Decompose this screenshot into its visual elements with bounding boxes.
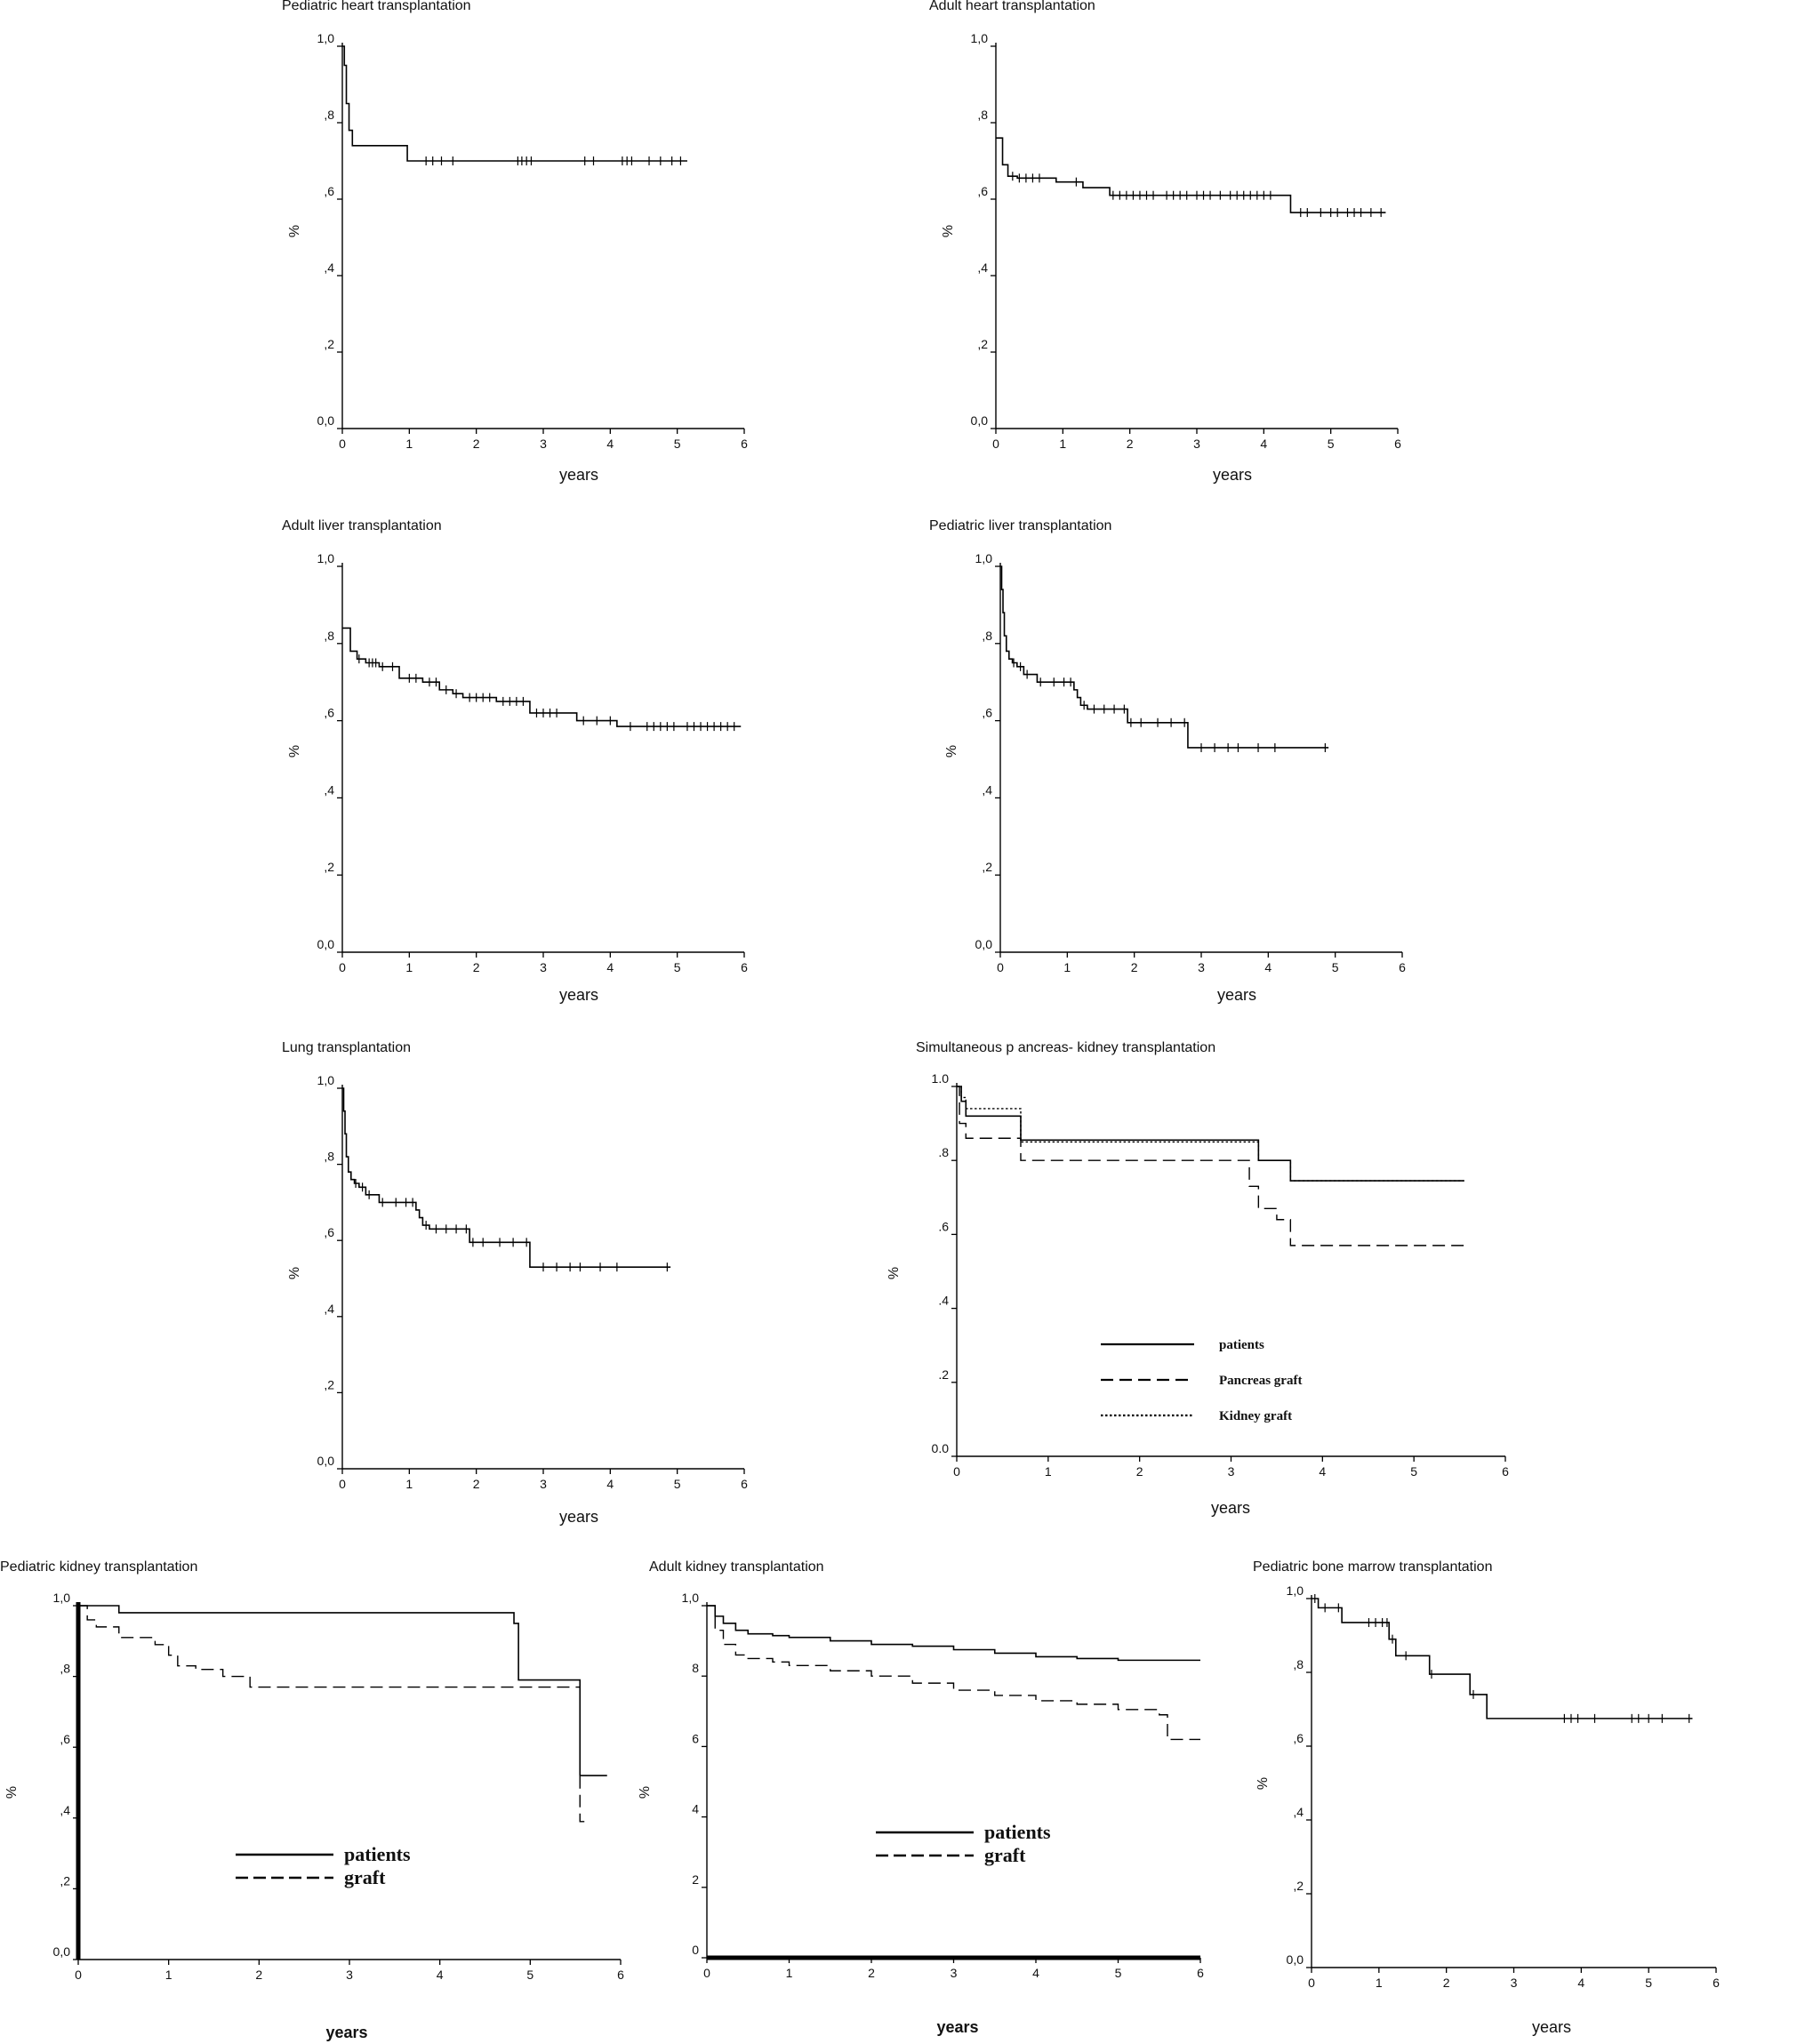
chart-panel-pediatric-heart (267, 0, 836, 498)
series-line-survival (342, 46, 687, 161)
y-tick-label: ,2 (324, 860, 334, 875)
y-tick-label: 1,0 (317, 31, 334, 45)
y-tick-label: 2 (692, 1872, 699, 1887)
x-tick-label: 5 (673, 960, 681, 974)
y-axis-label: % (886, 1266, 902, 1280)
chart-panel-adult-kidney (640, 1561, 1227, 2044)
y-tick-label: ,2 (982, 860, 992, 875)
x-tick-label: 0 (339, 960, 346, 974)
x-tick-label: 4 (436, 1968, 444, 1982)
x-tick-label: 5 (526, 1968, 534, 1982)
y-tick-label: ,4 (324, 782, 334, 798)
y-tick-label: ,6 (1293, 1731, 1304, 1745)
chart-panel-pediatric-bone-marrow (1231, 1561, 1797, 2044)
km-plot-lung (267, 1042, 836, 1540)
x-tick-label: 5 (673, 1477, 681, 1491)
y-tick-label: .8 (938, 1145, 949, 1160)
y-tick-label: 1,0 (317, 1073, 334, 1087)
y-tick-label: 8 (692, 1661, 699, 1676)
chart-panel-adult-heart (920, 0, 1489, 498)
x-tick-label: 4 (606, 437, 614, 451)
y-tick-label: 1.0 (931, 1071, 949, 1086)
legend-label: patients (344, 1843, 411, 1865)
y-axis-label: % (638, 1785, 653, 1800)
series-line-survival (1000, 566, 1328, 748)
x-tick-label: 3 (1198, 960, 1205, 974)
km-plot-pancreas-kidney (886, 1042, 1529, 1540)
chart-title: Lung transplantation (282, 1040, 411, 1055)
x-tick-label: 6 (1197, 1966, 1204, 1980)
x-tick-label: 2 (1442, 1976, 1450, 1990)
km-plot-adult-heart (920, 0, 1489, 498)
y-tick-label: 0,0 (317, 937, 334, 951)
y-tick-label: ,6 (977, 184, 988, 198)
y-tick-label: 0,0 (975, 937, 992, 951)
y-tick-label: 1,0 (681, 1591, 699, 1605)
y-tick-label: ,4 (60, 1802, 70, 1817)
x-tick-label: 5 (673, 437, 681, 451)
chart-title: Pediatric kidney transplantation (0, 1559, 198, 1575)
chart-title: Adult liver transplantation (282, 518, 442, 533)
y-tick-label: ,2 (1293, 1879, 1304, 1893)
x-axis-label: years (1216, 986, 1257, 1004)
x-tick-label: 2 (472, 437, 480, 451)
y-tick-label: ,8 (977, 108, 988, 122)
legend-label: graft (344, 1866, 386, 1888)
y-tick-label: ,4 (324, 1301, 334, 1316)
y-tick-label: ,2 (60, 1873, 70, 1888)
x-tick-label: 6 (741, 437, 748, 451)
chart-title: Pediatric bone marrow transplantation (1253, 1559, 1493, 1575)
y-tick-label: ,2 (324, 337, 334, 351)
legend-label: graft (984, 1844, 1026, 1866)
y-tick-label: 0,0 (317, 1454, 334, 1468)
x-tick-label: 6 (741, 1477, 748, 1491)
y-tick-label: 0,0 (1286, 1952, 1304, 1967)
x-tick-label: 1 (405, 437, 413, 451)
x-tick-label: 3 (1227, 1464, 1235, 1479)
x-tick-label: 1 (1044, 1464, 1052, 1479)
series-line-patients (707, 1606, 1200, 1660)
x-tick-label: 6 (1713, 1976, 1720, 1990)
x-tick-label: 2 (868, 1966, 875, 1980)
y-tick-label: ,8 (982, 628, 992, 643)
x-tick-label: 3 (346, 1968, 353, 1982)
x-tick-label: 0 (75, 1968, 82, 1982)
series-line-survival (1312, 1599, 1692, 1719)
y-tick-label: 1,0 (1286, 1583, 1304, 1598)
series-line-survival (996, 138, 1385, 212)
y-tick-label: .4 (938, 1293, 949, 1308)
km-plot-pediatric-liver (920, 520, 1489, 1018)
chart-title: Pediatric liver transplantation (929, 518, 1112, 533)
y-tick-label: 0 (692, 1943, 699, 1957)
x-axis-label: years (1531, 2018, 1572, 2036)
x-tick-label: 0 (1308, 1976, 1315, 1990)
x-tick-label: 2 (1135, 1464, 1143, 1479)
x-tick-label: 4 (606, 1477, 614, 1491)
x-tick-label: 5 (1327, 437, 1335, 451)
legend-label: patients (984, 1821, 1051, 1843)
x-tick-label: 2 (472, 1477, 480, 1491)
y-axis-label: % (941, 224, 956, 238)
x-axis-label: years (558, 986, 599, 1004)
x-tick-label: 4 (1264, 960, 1272, 974)
x-tick-label: 1 (164, 1968, 172, 1982)
x-axis-label: years (1212, 466, 1253, 484)
y-tick-label: ,6 (324, 184, 334, 198)
y-tick-label: ,8 (1293, 1657, 1304, 1671)
y-tick-label: ,6 (324, 1225, 334, 1240)
y-axis-label: % (944, 744, 959, 758)
x-tick-label: 5 (1645, 1976, 1653, 1990)
x-tick-label: 3 (1193, 437, 1200, 451)
y-tick-label: ,8 (324, 628, 334, 643)
y-axis-label: % (287, 744, 302, 758)
x-tick-label: 4 (1577, 1976, 1585, 1990)
x-axis-label: years (325, 2024, 368, 2041)
x-tick-label: 6 (1502, 1464, 1509, 1479)
y-tick-label: ,4 (324, 261, 334, 275)
chart-title: Simultaneous p ancreas- kidney transplantation (916, 1040, 1216, 1055)
x-tick-label: 1 (1375, 1976, 1383, 1990)
y-tick-label: 1,0 (52, 1591, 70, 1605)
chart-panel-pediatric-liver (920, 520, 1489, 1018)
x-tick-label: 3 (540, 960, 547, 974)
y-tick-label: ,4 (1293, 1805, 1304, 1819)
x-axis-label: years (1210, 1499, 1251, 1517)
y-tick-label: .6 (938, 1219, 949, 1234)
y-tick-label: 0,0 (970, 413, 988, 428)
x-tick-label: 1 (405, 960, 413, 974)
chart-title: Pediatric heart transplantation (282, 0, 471, 13)
legend-label: patients (1219, 1338, 1264, 1352)
km-plot-adult-liver (267, 520, 836, 1018)
y-tick-label: ,6 (982, 705, 992, 720)
series-line-pancreas-graft (957, 1086, 1464, 1246)
x-tick-label: 2 (472, 960, 480, 974)
x-tick-label: 5 (1331, 960, 1339, 974)
x-tick-label: 0 (997, 960, 1004, 974)
y-tick-label: ,6 (60, 1732, 70, 1747)
y-tick-label: ,8 (324, 1149, 334, 1164)
y-tick-label: 0,0 (52, 1944, 70, 1959)
legend-label: Pancreas graft (1219, 1374, 1303, 1388)
x-tick-label: 0 (339, 437, 346, 451)
x-tick-label: 2 (255, 1968, 263, 1982)
y-tick-label: 1,0 (975, 551, 992, 565)
chart-title: Adult heart transplantation (929, 0, 1095, 13)
chart-panel-pancreas-kidney (886, 1040, 1529, 1540)
series-line-survival (342, 628, 741, 726)
y-tick-label: 1,0 (317, 551, 334, 565)
x-tick-label: 4 (1319, 1464, 1327, 1479)
x-tick-label: 2 (1130, 960, 1138, 974)
km-plot-pediatric-kidney (0, 1561, 640, 2044)
legend-label: Kidney graft (1219, 1409, 1293, 1423)
y-tick-label: ,4 (977, 261, 988, 275)
y-tick-label: 0,0 (317, 413, 334, 428)
series-line-survival (342, 1088, 670, 1267)
y-tick-label: ,6 (324, 705, 334, 720)
x-tick-label: 4 (1032, 1966, 1039, 1980)
y-tick-label: ,2 (977, 337, 988, 351)
x-tick-label: 0 (953, 1464, 960, 1479)
x-tick-label: 4 (606, 960, 614, 974)
chart-panel-adult-liver (267, 520, 836, 1018)
series-line-patients (957, 1086, 1464, 1181)
x-tick-label: 0 (339, 1477, 346, 1491)
x-tick-label: 3 (950, 1966, 958, 1980)
y-tick-label: .2 (938, 1367, 949, 1382)
y-axis-label: % (4, 1785, 20, 1800)
chart-panel-pediatric-kidney (0, 1561, 640, 2044)
y-tick-label: ,4 (982, 782, 992, 798)
x-axis-label: years (558, 1508, 599, 1526)
y-tick-label: ,8 (324, 108, 334, 122)
km-plot-adult-kidney (640, 1561, 1227, 2044)
y-axis-label: % (1255, 1776, 1271, 1791)
y-axis-label: % (287, 1266, 302, 1280)
y-tick-label: 6 (692, 1731, 699, 1746)
y-tick-label: 4 (692, 1801, 699, 1816)
y-tick-label: ,2 (324, 1377, 334, 1392)
x-axis-label: years (558, 466, 599, 484)
x-tick-label: 0 (992, 437, 999, 451)
chart-title: Adult kidney transplantation (649, 1559, 824, 1575)
x-tick-label: 6 (1394, 437, 1401, 451)
x-tick-label: 1 (405, 1477, 413, 1491)
x-tick-label: 5 (1114, 1966, 1122, 1980)
series-line-graft (707, 1606, 1200, 1739)
x-tick-label: 1 (1063, 960, 1071, 974)
x-tick-label: 4 (1260, 437, 1268, 451)
y-tick-label: ,8 (60, 1661, 70, 1676)
series-line-kidney-graft (957, 1086, 1464, 1181)
x-tick-label: 0 (703, 1966, 710, 1980)
x-tick-label: 1 (785, 1966, 793, 1980)
series-line-patients (78, 1606, 607, 1775)
km-plot-pediatric-bone-marrow (1231, 1561, 1797, 2044)
x-axis-label: years (936, 2018, 979, 2036)
x-tick-label: 2 (1126, 437, 1134, 451)
x-tick-label: 3 (540, 437, 547, 451)
x-tick-label: 5 (1410, 1464, 1418, 1479)
x-tick-label: 6 (1399, 960, 1406, 974)
x-tick-label: 3 (1510, 1976, 1518, 1990)
series-line-graft (78, 1606, 589, 1822)
y-tick-label: 0.0 (931, 1441, 949, 1455)
x-tick-label: 6 (617, 1968, 624, 1982)
y-axis-label: % (287, 224, 302, 238)
y-tick-label: 1,0 (970, 31, 988, 45)
km-plot-pediatric-heart (267, 0, 836, 498)
x-tick-label: 1 (1059, 437, 1067, 451)
chart-panel-lung (267, 1042, 836, 1540)
x-tick-label: 6 (741, 960, 748, 974)
x-tick-label: 3 (540, 1477, 547, 1491)
